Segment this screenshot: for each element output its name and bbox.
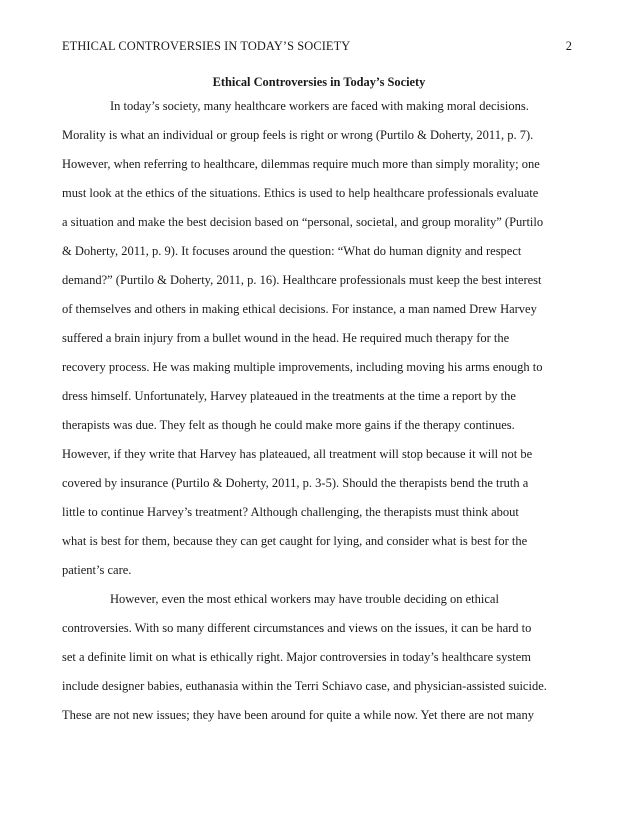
text-line: what is best for them, because they can get caught for lying, and consider what is best for the <box>62 534 528 548</box>
document-title: Ethical Controversies in Today’s Society <box>212 75 426 89</box>
text-line: a situation and make the best decision based on “personal, societal, and group morality” (Purtilo <box>62 215 544 229</box>
page-number: 2 <box>565 39 572 53</box>
text-line: However, if they write that Harvey has plateaued, all treatment will stop because it will not be <box>62 447 533 461</box>
text-line: However, when referring to healthcare, dilemmas require much more than simply morality; one <box>62 157 540 171</box>
text-line: & Doherty, 2011, p. 9). It focuses around the question: “What do human dignity and respect <box>62 244 522 258</box>
text-line: However, even the most ethical workers may have trouble deciding on ethical <box>110 592 499 606</box>
text-line: of themselves and others in making ethical decisions. For instance, a man named Drew Harvey <box>62 302 537 316</box>
text-line: demand?” (Purtilo & Doherty, 2011, p. 16). Healthcare professionals must keep the best interest <box>62 273 542 287</box>
text-line: little to continue Harvey’s treatment? Although challenging, the therapists must think about <box>62 505 519 519</box>
text-line: dress himself. Unfortunately, Harvey plateaued in the treatments at the time a report by the <box>62 389 516 403</box>
text-line: include designer babies, euthanasia within the Terri Schiavo case, and physician-assisted suicide. <box>62 679 547 693</box>
text-line: therapists was due. They felt as though he could make more gains if the therapy continues. <box>62 418 515 432</box>
text-line: patient’s care. <box>62 563 132 577</box>
running-head <box>62 38 572 54</box>
text-line: set a definite limit on what is ethically right. Major controversies in today’s healthcare system <box>62 650 531 664</box>
text-line: In today’s society, many healthcare workers are faced with making moral decisions. <box>110 99 529 113</box>
body-text <box>62 98 582 736</box>
text-line: controversies. With so many different circumstances and views on the issues, it can be hard to <box>62 621 532 635</box>
text-line: These are not new issues; they have been around for quite a while now. Yet there are not many <box>62 708 534 722</box>
running-head-title: ETHICAL CONTROVERSIES IN TODAY’S SOCIETY <box>62 39 351 53</box>
text-line: Morality is what an individual or group feels is right or wrong (Purtilo & Doherty, 2011, p. 7). <box>62 128 534 142</box>
text-line: recovery process. He was making multiple improvements, including moving his arms enough to <box>62 360 543 374</box>
text-line: covered by insurance (Purtilo & Doherty, 2011, p. 3-5). Should the therapists bend the truth a <box>62 476 529 490</box>
text-line: suffered a brain injury from a bullet wound in the head. He required much therapy for the <box>62 331 510 345</box>
text-line: must look at the ethics of the situations. Ethics is used to help healthcare professionals evaluate <box>62 186 539 200</box>
